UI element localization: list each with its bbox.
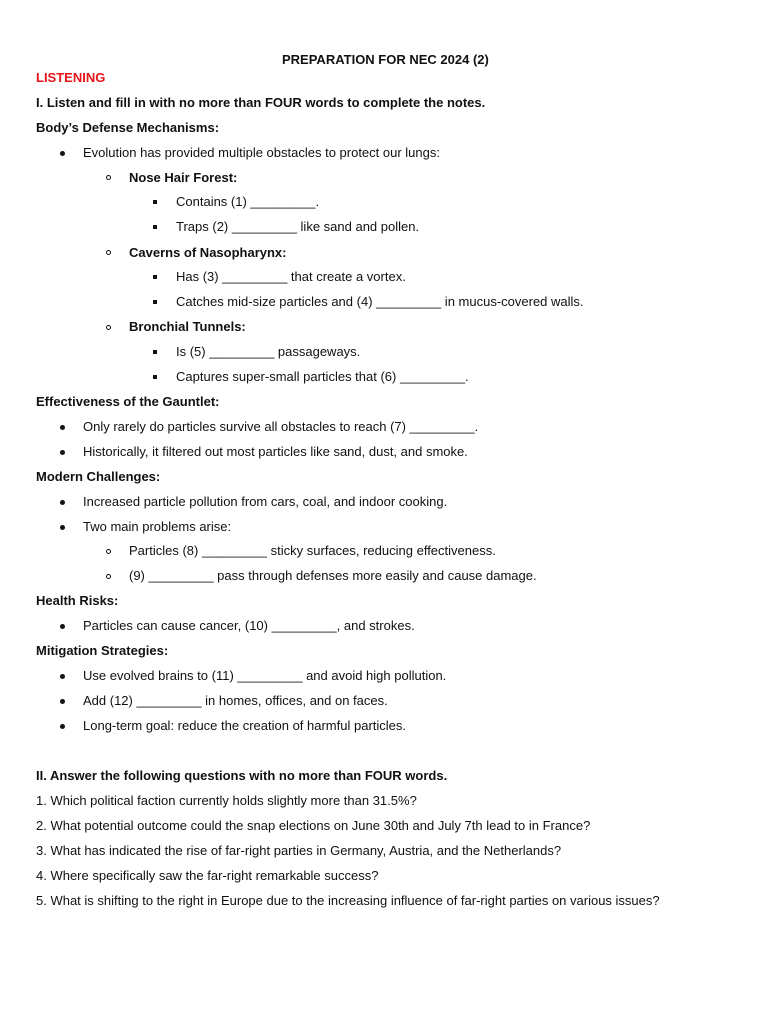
bullet-circle-icon [106, 175, 111, 180]
heading-health-risks: Health Risks: [36, 593, 119, 608]
bullet-disc-icon [60, 425, 65, 430]
bullet-square-icon [153, 275, 157, 279]
question-item: 3. What has indicated the rise of far-right parties in Germany, Austria, and the Netherlands? [36, 843, 562, 858]
bullet-square-icon [153, 300, 157, 304]
subheading-nose-hair: Nose Hair Forest: [129, 170, 238, 185]
bullet-disc-icon [60, 699, 65, 704]
part2-instruction: II. Answer the following questions with no more than FOUR words. [36, 768, 448, 783]
bullet-disc-icon [60, 624, 65, 629]
heading-body-defense: Body’s Defense Mechanisms: [36, 120, 220, 135]
part1-instruction: I. Listen and fill in with no more than FOUR words to complete the notes. [36, 95, 486, 110]
bullet-circle-icon [106, 549, 111, 554]
bullet-disc-icon [60, 151, 65, 156]
list-item: Is (5) _________ passageways. [176, 344, 361, 359]
question-item: 4. Where specifically saw the far-right remarkable success? [36, 868, 379, 883]
list-item: Traps (2) _________ like sand and pollen. [176, 219, 420, 234]
heading-mitigation: Mitigation Strategies: [36, 643, 169, 658]
bullet-disc-icon [60, 500, 65, 505]
list-item: Has (3) _________ that create a vortex. [176, 269, 406, 284]
bullet-square-icon [153, 200, 157, 204]
list-item: Only rarely do particles survive all obstacles to reach (7) _________. [83, 419, 479, 434]
list-item: Contains (1) _________. [176, 194, 320, 209]
list-item: Use evolved brains to (11) _________ and avoid high pollution. [83, 668, 447, 683]
bullet-disc-icon [60, 724, 65, 729]
bullet-disc-icon [60, 450, 65, 455]
list-item: Catches mid-size particles and (4) _________ in mucus-covered walls. [176, 294, 584, 309]
list-item: Add (12) _________ in homes, offices, and on faces. [83, 693, 388, 708]
bullet-disc-icon [60, 525, 65, 530]
list-item: (9) _________ pass through defenses more easily and cause damage. [129, 568, 537, 583]
bullet-disc-icon [60, 674, 65, 679]
list-item: Particles can cause cancer, (10) _________, and strokes. [83, 618, 415, 633]
list-item: Long-term goal: reduce the creation of harmful particles. [83, 718, 407, 733]
bullet-circle-icon [106, 250, 111, 255]
bullet-square-icon [153, 350, 157, 354]
subheading-caverns: Caverns of Nasopharynx: [129, 245, 287, 260]
bullet-circle-icon [106, 325, 111, 330]
heading-effectiveness: Effectiveness of the Gauntlet: [36, 394, 220, 409]
bullet-square-icon [153, 375, 157, 379]
section-heading-listening: LISTENING [36, 70, 106, 85]
question-item: 1. Which political faction currently holds slightly more than 31.5%? [36, 793, 417, 808]
list-item: Captures super-small particles that (6) _________. [176, 369, 469, 384]
bullet-circle-icon [106, 574, 111, 579]
question-item: 5. What is shifting to the right in Europe due to the increasing influence of far-right parties on various issues? [36, 893, 660, 908]
list-item: Increased particle pollution from cars, coal, and indoor cooking. [83, 494, 448, 509]
list-item: Particles (8) _________ sticky surfaces, reducing effectiveness. [129, 543, 496, 558]
list-item: Two main problems arise: [83, 519, 232, 534]
page-title: PREPARATION FOR NEC 2024 (2) [282, 52, 489, 67]
question-item: 2. What potential outcome could the snap elections on June 30th and July 7th lead to in France? [36, 818, 591, 833]
subheading-bronchial: Bronchial Tunnels: [129, 319, 246, 334]
list-item: Evolution has provided multiple obstacles to protect our lungs: [83, 145, 440, 160]
bullet-square-icon [153, 225, 157, 229]
heading-modern-challenges: Modern Challenges: [36, 469, 161, 484]
list-item: Historically, it filtered out most particles like sand, dust, and smoke. [83, 444, 468, 459]
